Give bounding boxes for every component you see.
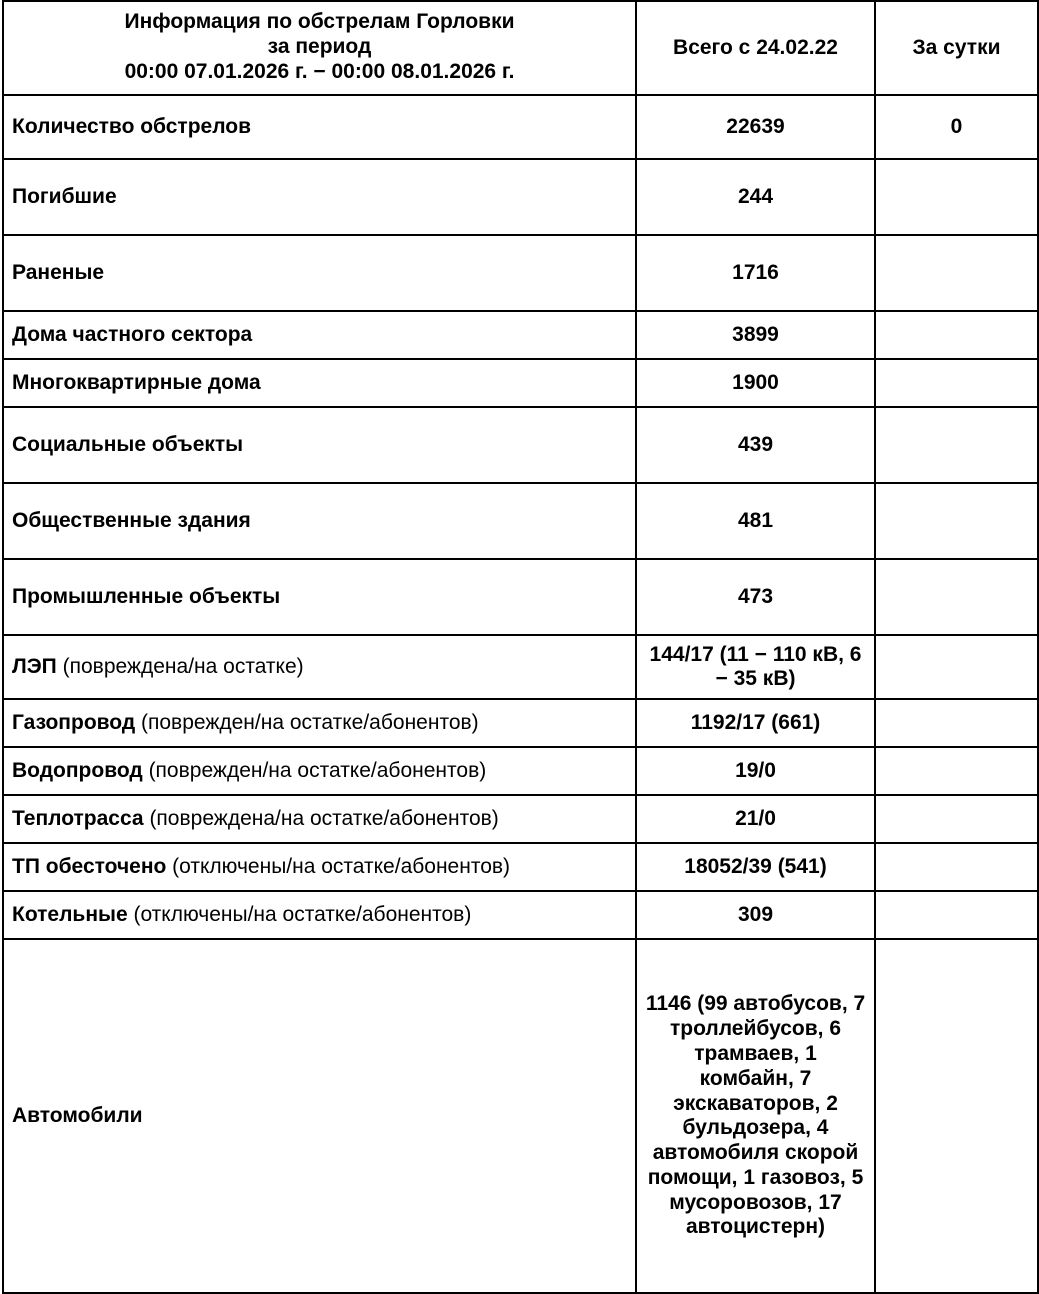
row-label-bold: Социальные объекты (12, 432, 244, 456)
row-day-vehicles (875, 939, 1038, 1293)
table-row (3, 359, 1038, 407)
row-total-social-objects: 439 (636, 407, 875, 483)
table-row (3, 407, 1038, 483)
row-total-power-lines: 144/17 (11 − 110 кВ, 6 − 35 кВ) (636, 635, 875, 699)
row-day-gas-pipeline (875, 699, 1038, 747)
row-label-rest: (поврежден/на остатке/абонентов) (135, 710, 479, 734)
header-title-line-2: за период (267, 34, 372, 58)
row-label-bold: Водопровод (12, 758, 143, 782)
row-label-public-buildings (3, 483, 636, 559)
row-label-vehicles (3, 939, 636, 1293)
row-label-rest: (повреждена/на остатке/абонентов) (143, 806, 499, 830)
row-label-industrial-objects (3, 559, 636, 635)
row-label-gas-pipeline (3, 699, 636, 747)
row-label-substations (3, 843, 636, 891)
row-total-public-buildings: 481 (636, 483, 875, 559)
row-total-private-houses: 3899 (636, 311, 875, 359)
table-row (3, 483, 1038, 559)
header-title-line-1: Информация по обстрелам Горловки (124, 10, 515, 33)
row-label-apartment-blocks (3, 359, 636, 407)
row-label-bold: ЛЭП (12, 654, 57, 678)
row-total-substations: 18052/39 (541) (636, 843, 875, 891)
row-label-heating-main (3, 795, 636, 843)
row-label-bold: ТП обесточено (12, 854, 167, 878)
row-label-social-objects (3, 407, 636, 483)
table-row (3, 159, 1038, 235)
row-day-social-objects (875, 407, 1038, 483)
row-label-bold: Газопровод (12, 710, 136, 734)
row-total-water-pipeline: 19/0 (636, 747, 875, 795)
row-label-water-pipeline (3, 747, 636, 795)
row-label-boiler-houses (3, 891, 636, 939)
row-label-killed (3, 159, 636, 235)
row-label-bold: Погибшие (12, 184, 117, 208)
row-label-private-houses (3, 311, 636, 359)
table-row (3, 843, 1038, 891)
row-label-rest: (отключены/на остатке/абонентов) (127, 902, 472, 926)
row-day-water-pipeline (875, 747, 1038, 795)
table-header-row (3, 1, 1038, 95)
row-day-industrial-objects (875, 559, 1038, 635)
row-label-wounded (3, 235, 636, 311)
row-day-shelling-count: 0 (875, 95, 1038, 159)
row-day-apartment-blocks (875, 359, 1038, 407)
row-label-bold: Автомобили (12, 1103, 143, 1127)
shelling-report-table (2, 0, 1039, 1294)
table-row (3, 891, 1038, 939)
table-row (3, 311, 1038, 359)
row-total-heating-main: 21/0 (636, 795, 875, 843)
row-total-apartment-blocks: 1900 (636, 359, 875, 407)
row-total-wounded: 1716 (636, 235, 875, 311)
row-day-substations (875, 843, 1038, 891)
row-label-rest: (поврежден/на остатке/абонентов) (142, 758, 487, 782)
table-row (3, 939, 1038, 1293)
row-total-shelling-count: 22639 (636, 95, 875, 159)
header-title-cell (3, 1, 636, 95)
row-day-killed (875, 159, 1038, 235)
table-row (3, 747, 1038, 795)
row-label-shelling-count (3, 95, 636, 159)
header-day-column: За сутки (875, 1, 1038, 95)
row-label-power-lines (3, 635, 636, 699)
row-label-bold: Котельные (12, 902, 128, 926)
row-day-public-buildings (875, 483, 1038, 559)
row-label-bold: Теплотрасса (12, 806, 144, 830)
row-total-industrial-objects: 473 (636, 559, 875, 635)
row-label-bold: Дома частного сектора (12, 322, 253, 346)
table-row (3, 559, 1038, 635)
table-row (3, 95, 1038, 159)
row-label-bold: Количество обстрелов (12, 114, 252, 138)
header-title-line-3: 00:00 07.01.2026 г. − 00:00 08.01.2026 г. (124, 59, 515, 83)
row-day-wounded (875, 235, 1038, 311)
row-day-boiler-houses (875, 891, 1038, 939)
table-row (3, 635, 1038, 699)
table-row (3, 795, 1038, 843)
row-label-bold: Раненые (12, 260, 105, 284)
row-day-private-houses (875, 311, 1038, 359)
row-day-heating-main (875, 795, 1038, 843)
row-total-boiler-houses: 309 (636, 891, 875, 939)
row-day-power-lines (875, 635, 1038, 699)
table-row (3, 699, 1038, 747)
row-total-gas-pipeline: 1192/17 (661) (636, 699, 875, 747)
table-row (3, 235, 1038, 311)
header-total-column: Всего с 24.02.22 (636, 1, 875, 95)
row-total-vehicles: 1146 (99 автобусов, 7 троллейбусов, 6 трамваев, 1 комбайн, 7 экскаваторов, 2 бульдозера, 4 автомобиля скорой помощи, 1 газовоз, 5 мусоровозов, 17 автоцистерн) (636, 939, 875, 1293)
row-total-killed: 244 (636, 159, 875, 235)
row-label-rest: (отключены/на остатке/абонентов) (166, 854, 511, 878)
row-label-bold: Общественные здания (12, 508, 251, 532)
row-label-bold: Промышленные объекты (12, 584, 281, 608)
row-label-bold: Многоквартирные дома (12, 370, 261, 394)
row-label-rest: (повреждена/на остатке) (56, 654, 304, 678)
